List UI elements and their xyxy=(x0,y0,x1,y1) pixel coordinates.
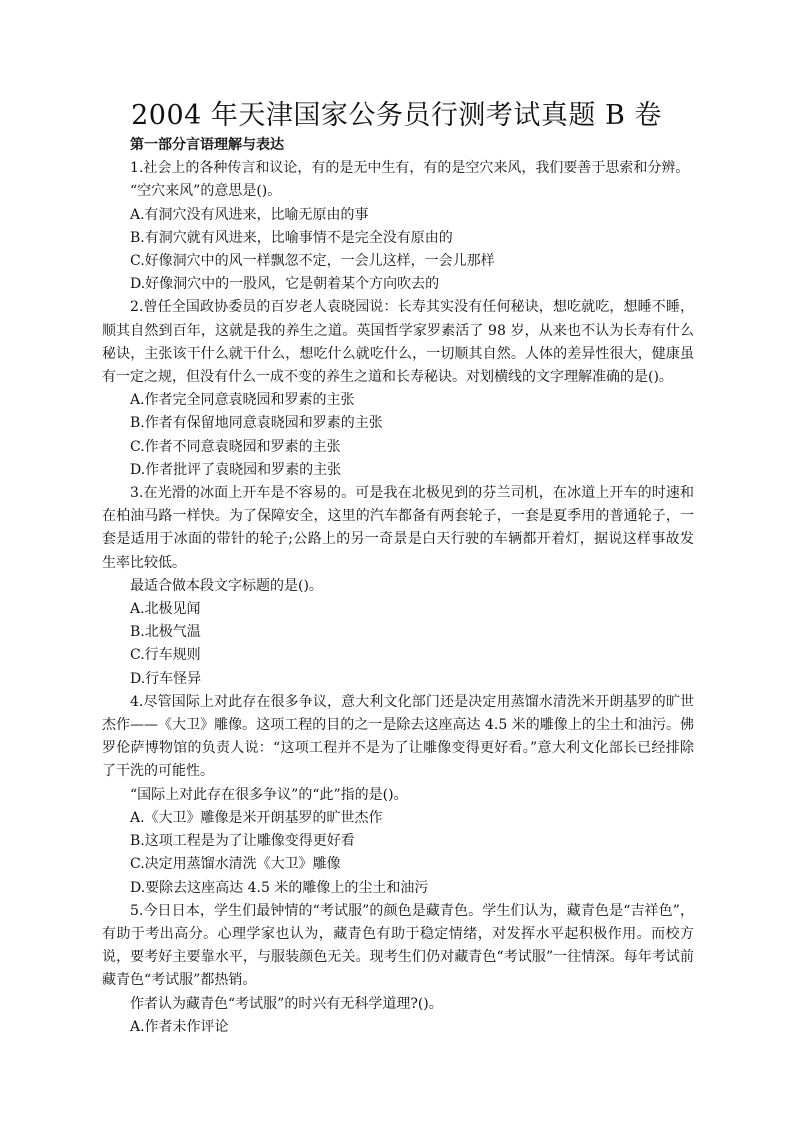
question-2-option-c: C.作者不同意袁晓园和罗素的主张 xyxy=(130,438,341,455)
question-4-option-c: C.决定用蒸馏水清洗《大卫》雕像 xyxy=(130,856,341,873)
question-1-option-d: D.好像洞穴中的一股风，它是朝着某个方向吹去的 xyxy=(130,276,440,293)
document-title: 2004 年天津国家公务员行测考试真题 B 卷 xyxy=(131,100,662,131)
question-3-option-d: D.行车怪异 xyxy=(130,670,202,687)
question-3-option-b: B.北极气温 xyxy=(130,624,201,641)
question-4-stem: “国际上对此存在很多争议”的“此”指的是()。 xyxy=(130,786,408,803)
question-1-option-c: C.好像洞穴中的风一样飘忽不定，一会儿这样，一会儿那样 xyxy=(130,253,495,270)
question-3-stem: 最适合做本段文字标题的是()。 xyxy=(130,577,323,594)
question-1-stem: “空穴来风”的意思是()。 xyxy=(130,183,282,200)
question-2-option-d: D.作者批评了袁晓园和罗素的主张 xyxy=(130,461,342,478)
question-2-passage: 2.曾任全国政协委员的百岁老人袁晓园说：长寿其实没有任何秘诀，想吃就吃，想睡不睡，顺其自然到百年，这就是我的养生之道。英国哲学家罗素活了 98 岁，从来也不认为长寿有什么秘诀，主张该干什么就干什么，想吃什么就吃什么，一切顺其自然。人体的差异性很大，健康虽有一定之规，但没有什么一成不变的养生之道和长寿秘诀。对划横线的文字理解准确的是()。 xyxy=(102,299,694,386)
question-2-option-b: B.作者有保留地同意袁晓园和罗素的主张 xyxy=(130,415,383,432)
question-4-passage: 4.尽管国际上对此存在很多争议，意大利文化部门还是决定用蒸馏水清洗米开朗基罗的旷世杰作——《大卫》雕像。这项工程的目的之一是除去这座高达 4.5 米的雕像上的尘土和油污。佛罗伦萨博物馆的负责人说：“这项工程并不是为了让雕像变得更好看。”意大利文化部长已经排除了干洗的可能性。 xyxy=(102,693,694,780)
question-1-option-b: B.有洞穴就有风进来，比喻事情不是完全没有原由的 xyxy=(130,229,453,246)
question-4-option-a: A.《大卫》雕像是米开朗基罗的旷世杰作 xyxy=(130,809,383,826)
question-1-option-a: A.有洞穴没有风进来，比喻无原由的事 xyxy=(130,206,369,223)
question-3-option-c: C.行车规则 xyxy=(130,647,201,664)
question-5-passage: 5.今日日本，学生们最钟情的“考试服”的颜色是藏青色。学生们认为，藏青色是“吉祥色”，有助于考出高分。心理学家也认为，藏青色有助于稳定情绪，对发挥水平起积极作用。而校方说，要考好主要靠水平，与服装颜色无关。现考生们仍对藏青色“考试服”一往情深。每年考试前藏青色“考试服”都热销。 xyxy=(102,902,694,989)
question-4-option-b: B.这项工程是为了让雕像变得更好看 xyxy=(130,833,355,850)
document-body xyxy=(102,134,694,1039)
section-heading: 第一部分言语理解与表达 xyxy=(130,137,284,153)
question-5-stem: 作者认为藏青色“考试服”的时兴有无科学道理?()。 xyxy=(130,995,443,1012)
question-5-option-a: A.作者未作评论 xyxy=(130,1018,229,1035)
question-3-option-a: A.北极见闻 xyxy=(130,601,201,618)
question-2-option-a: A.作者完全同意袁晓园和罗素的主张 xyxy=(130,392,355,409)
question-4-option-d: D.要除去这座高达 4.5 米的雕像上的尘土和油污 xyxy=(130,879,429,896)
question-1-passage: 1.社会上的各种传言和议论，有的是无中生有，有的是空穴来风，我们要善于思索和分辨。 xyxy=(130,160,690,177)
question-3-passage: 3.在光滑的冰面上开车是不容易的。可是我在北极见到的芬兰司机，在冰道上开车的时速和在柏油马路一样快。为了保障安全，这里的汽车都备有两套轮子，一套是夏季用的普通轮子，一套是适用于冰面的带针的轮子;公路上的另一奇景是白天行驶的车辆都开着灯，据说这样事故发生率比较低。 xyxy=(102,485,694,571)
